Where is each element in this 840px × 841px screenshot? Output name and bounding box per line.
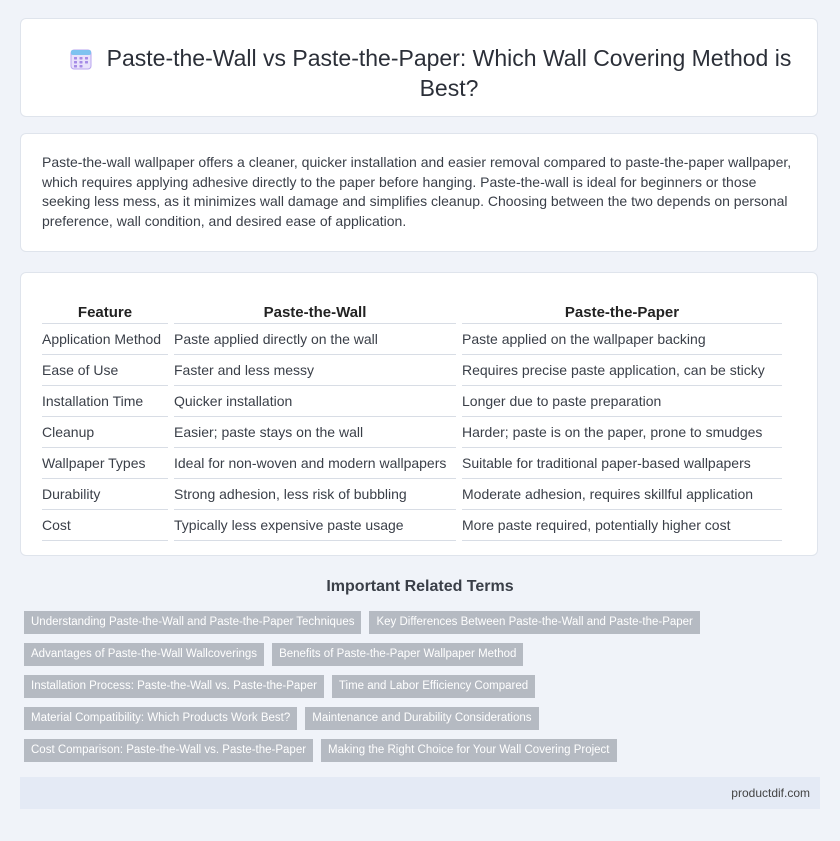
related-terms-list [24,611,784,771]
table-cell: Suitable for traditional paper-based wallpapers [462,448,782,479]
related-term-link[interactable]: Material Compatibility: Which Products Work Best? [24,707,297,730]
page-title: Paste-the-Wall vs Paste-the-Paper: Which Wall Covering Method is Best? [106,45,792,101]
table-cell: Installation Time [42,386,168,417]
tag-row [24,739,784,762]
table-cell: Ideal for non-woven and modern wallpapers [174,448,456,479]
table-cell: Requires precise paste application, can be sticky [462,355,782,386]
related-term-link[interactable]: Benefits of Paste-the-Paper Wallpaper Method [272,643,523,666]
table-row [42,479,782,510]
table-cell: Longer due to paste preparation [462,386,782,417]
related-term-link[interactable]: Installation Process: Paste-the-Wall vs. Paste-the-Paper [24,675,324,698]
footer [20,777,820,809]
table-cell: Application Method [42,324,168,355]
table-row [42,355,782,386]
table-cell: Cost [42,510,168,541]
comparison-table [36,293,788,541]
table-cell: Durability [42,479,168,510]
table-cell: More paste required, potentially higher cost [462,510,782,541]
comparison-card [20,272,818,556]
intro-card [20,133,818,252]
related-term-link[interactable]: Time and Labor Efficiency Compared [332,675,535,698]
table-cell: Cleanup [42,417,168,448]
table-cell: Ease of Use [42,355,168,386]
related-term-link[interactable]: Making the Right Choice for Your Wall Covering Project [321,739,616,762]
table-row [42,417,782,448]
related-term-link[interactable]: Key Differences Between Paste-the-Wall and Paste-the-Paper [369,611,699,634]
table-cell: Faster and less messy [174,355,456,386]
table-cell: Typically less expensive paste usage [174,510,456,541]
footer-site-link[interactable]: productdif.com [731,786,810,800]
related-terms-heading: Important Related Terms [326,578,514,595]
table-cell: Easier; paste stays on the wall [174,417,456,448]
related-term-link[interactable]: Advantages of Paste-the-Wall Wallcoverings [24,643,264,666]
tag-row [24,611,784,634]
calendar-icon [69,47,93,71]
column-header-paste-the-paper: Paste-the-Paper [462,293,782,324]
intro-paragraph: Paste-the-wall wallpaper offers a cleaner, quicker installation and easier removal compared to paste-the-paper wallpaper, which requires applying adhesive directly to the paper before hanging. Paste-the-wall is ideal for beginners or those seeking less mess, as it minimizes wall damage and simplifies cleanup. Choosing between the two depends on personal preference, wall condition, and desired ease of application. [42,154,792,229]
tag-row [24,675,784,698]
related-term-link[interactable]: Maintenance and Durability Considerations [305,707,538,730]
header-card [20,18,818,117]
table-cell: Harder; paste is on the paper, prone to smudges [462,417,782,448]
column-header-feature: Feature [42,293,168,324]
column-header-paste-the-wall: Paste-the-Wall [174,293,456,324]
table-row [42,510,782,541]
table-cell: Paste applied on the wallpaper backing [462,324,782,355]
related-term-link[interactable]: Understanding Paste-the-Wall and Paste-the-Paper Techniques [24,611,361,634]
table-cell: Paste applied directly on the wall [174,324,456,355]
table-header-row [42,293,782,324]
tag-row [24,643,784,666]
table-row [42,324,782,355]
table-row [42,448,782,479]
table-cell: Wallpaper Types [42,448,168,479]
table-cell: Strong adhesion, less risk of bubbling [174,479,456,510]
table-row [42,386,782,417]
tag-row [24,707,784,730]
table-cell: Moderate adhesion, requires skillful application [462,479,782,510]
table-cell: Quicker installation [174,386,456,417]
related-term-link[interactable]: Cost Comparison: Paste-the-Wall vs. Paste-the-Paper [24,739,313,762]
